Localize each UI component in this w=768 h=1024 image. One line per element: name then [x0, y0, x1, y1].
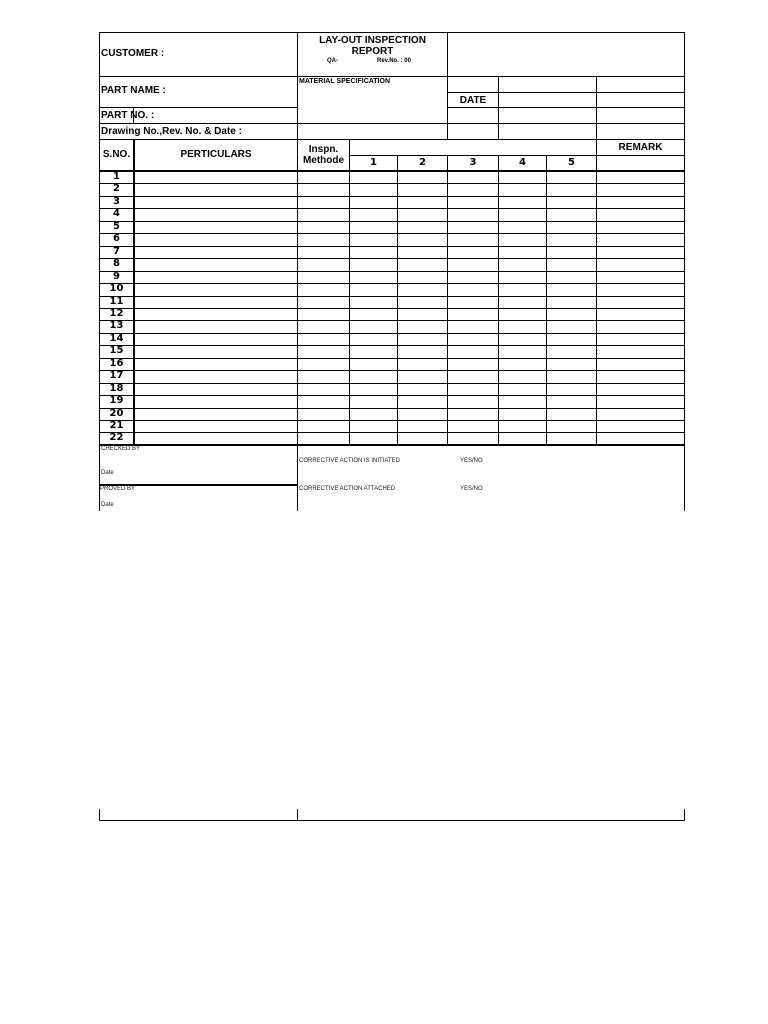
row-number: 3 [113, 196, 120, 207]
grid-line [447, 107, 685, 108]
row-number: 14 [109, 333, 124, 344]
border-line [99, 32, 685, 33]
row-line [99, 258, 685, 259]
grid-line [447, 92, 685, 93]
grid-line [99, 170, 685, 172]
row-line [99, 395, 685, 396]
sample-col-4: 4 [519, 157, 526, 168]
row-line [99, 308, 685, 309]
row-number: 9 [113, 271, 120, 282]
row-number: 18 [109, 383, 124, 394]
sample-col-3: 3 [469, 157, 477, 168]
row-number: 15 [109, 345, 124, 356]
grid-line [596, 139, 597, 445]
approved-by-label: PROVED BY [100, 486, 136, 492]
grid-line [99, 139, 685, 140]
grid-line [397, 155, 398, 445]
particulars-header: PERTICULARS [180, 149, 252, 160]
row-number: 8 [113, 258, 120, 269]
report-title-line2: REPORT [351, 46, 394, 57]
row-number: 5 [113, 221, 120, 232]
grid-line [498, 155, 499, 445]
row-line [99, 408, 685, 409]
grid-line [349, 139, 350, 445]
row-line [99, 283, 685, 284]
row-line [99, 420, 685, 421]
sample-col-1: 1 [370, 157, 377, 168]
date-label: DATE [459, 95, 487, 106]
checked-date-label: Date [101, 470, 114, 476]
row-number: 12 [109, 308, 124, 319]
grid-line [99, 107, 298, 108]
grid-line [297, 139, 298, 445]
remark-header: REMARK [618, 142, 663, 153]
row-line [99, 221, 685, 222]
sample-col-5: 5 [568, 157, 575, 168]
row-number: 13 [109, 320, 124, 331]
grid-line [349, 155, 685, 156]
grid-line [297, 445, 298, 511]
material-spec-label: MATERIAL SPECIFICATION [299, 78, 390, 85]
yes-no-attached: YES/NO [460, 486, 483, 492]
approved-date-label: Date [101, 502, 114, 508]
row-line [99, 246, 685, 247]
row-line [99, 320, 685, 321]
row-number: 22 [109, 432, 124, 443]
part-name-label: PART NAME : [101, 85, 166, 96]
customer-label: CUSTOMER : [101, 48, 165, 59]
grid-line [447, 32, 448, 139]
corrective-initiated-label: CORRECTIVE ACTION IS INITIATED [299, 458, 400, 464]
corrective-attached-label: CORRECTIVE ACTION ATTACHED [299, 486, 396, 492]
row-line [99, 296, 685, 297]
row-line [99, 233, 685, 234]
grid-line [133, 139, 135, 445]
row-line [99, 370, 685, 371]
row-line [99, 196, 685, 197]
sno-header: S.NO. [102, 149, 131, 160]
row-number: 10 [109, 283, 124, 294]
inspn-header-line1: Inspn. [308, 144, 339, 155]
grid-line [99, 444, 685, 446]
row-number: 19 [109, 395, 124, 406]
row-number: 2 [113, 183, 120, 194]
checked-by-label: CHECKED BY [101, 446, 141, 452]
row-number: 21 [109, 420, 124, 431]
row-line [99, 333, 685, 334]
drawing-label: Drawing No.,Rev. No. & Date : [101, 126, 242, 137]
row-number: 6 [113, 233, 120, 244]
row-number: 1 [113, 171, 120, 182]
row-number: 17 [109, 370, 124, 381]
border-line [99, 820, 685, 821]
row-line [99, 183, 685, 184]
row-line [99, 208, 685, 209]
row-number: 20 [109, 408, 124, 419]
report-title-line1: LAY-OUT INSPECTION [319, 35, 426, 46]
qa-label: QA- [327, 58, 338, 64]
yes-no-initiated: YES/NO [460, 458, 483, 464]
grid-line [546, 155, 547, 445]
grid-line [498, 76, 499, 139]
grid-line [99, 123, 685, 124]
rev-label: Rev.No. : 00 [377, 58, 411, 64]
row-number: 16 [109, 358, 124, 369]
grid-line [596, 76, 597, 139]
grid-line [99, 76, 685, 77]
row-number: 4 [113, 208, 120, 219]
row-line [99, 345, 685, 346]
row-number: 7 [113, 246, 120, 257]
grid-line [447, 155, 448, 445]
row-line [99, 383, 685, 384]
row-line [99, 432, 685, 433]
row-number: 11 [109, 296, 124, 307]
inspn-header-line2: Methode [302, 155, 345, 166]
part-no-label: PART NO. : [101, 110, 155, 121]
row-line [99, 271, 685, 272]
sample-col-2: 2 [419, 157, 426, 168]
row-line [99, 358, 685, 359]
